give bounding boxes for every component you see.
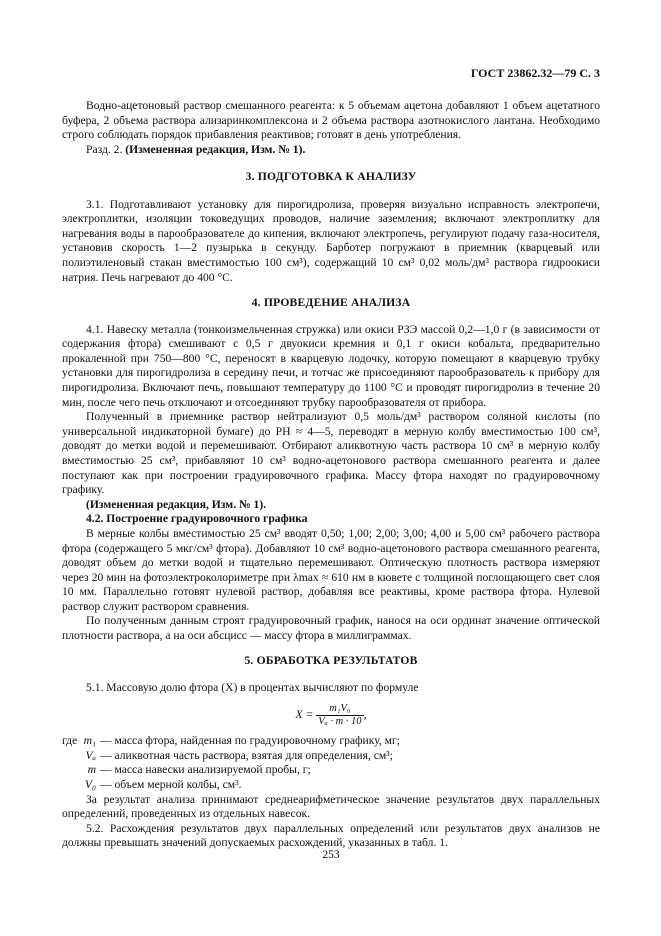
- definition-row: [62, 763, 600, 778]
- section-3-heading: 3. ПОДГОТОВКА К АНАЛИЗУ: [245, 170, 417, 183]
- section-4-paragraph-4: По полученным данным строят градуировочный график, нанося на оси ординат значение оптической плотности раствора, а на оси абсцисс — массу фтора в миллиграммах.: [62, 614, 600, 643]
- page-header: ГОСТ 23862.32—79 С. 3: [470, 66, 600, 80]
- variable-definitions: [62, 734, 600, 792]
- definition-text: — масса фтора, найденная по градуировочному графику, мг;: [100, 734, 400, 748]
- section-4-paragraph-2: Полученный в приемнике раствор нейтрализуют 0,5 моль/дм³ раствором соляной кислоты (по универсальной индикаторной бумаге) до РН ≈ 4—5, переводят в мерную колбу вместимостью 100 см³, доводят до метки водой и перемешивают. Отбирают аликвотную часть раствора 10 см³ в мерную колбу вместимостью 25 см³, прибавляют 10 см³ водно-ацетонового раствора смешанного реагента и далее поступают как при построении градуировочного графика. Массу фтора находят по градуировочному графику.: [62, 410, 600, 497]
- intro-block: [62, 99, 600, 157]
- definition-symbol: m₁: [83, 734, 96, 748]
- definition-row: [62, 734, 600, 749]
- page-number: 253: [322, 849, 340, 861]
- definition-symbol: Vₐ: [85, 748, 96, 762]
- definition-text: — аликвотная часть раствора, взятая для определения, см³;: [100, 748, 393, 762]
- section-4-heading: 4. ПРОВЕДЕНИЕ АНАЛИЗА: [251, 296, 411, 309]
- section-4: [62, 296, 600, 644]
- section-3-paragraph: 3.1. Подготавливают установку для пирогидролиза, проверяя визуально исправность электропечи, электроплитки, изоляции токоведущих проводов, наличие заземления; включают электроплитку для нагревания воды в парообразователе до кипения, включают электропечь, регулируют подачу газа-носителя, установив скорость 1—2 пузырька в секунду. Барботер погружают в приемник (кварцевый или полиэтиленовый стакан вместимостью 100 см³), содержащий 10 см³ 0,02 моль/дм³ раствора гидроокиси натрия. Печь нагревают до 400 °С.: [62, 197, 600, 284]
- definition-where: где: [62, 734, 78, 748]
- formula-lhs: X =: [295, 708, 314, 722]
- section-5-paragraph-3: 5.2. Расхождения результатов двух параллельных определений или результатов двух анализов не должны превышать значений допускаемых расхождений, указанных в табл. 1.: [62, 821, 600, 850]
- definition-row: [62, 749, 600, 764]
- definition-text: — масса навески анализируемой пробы, г;: [100, 763, 311, 777]
- formula-fraction: [316, 703, 363, 728]
- section-5-paragraph-2: За результат анализа принимают среднеарифметическое значение результатов двух параллельных определений, проведенных из отдельных навесок.: [62, 792, 600, 821]
- formula-denominator: Vₐ · m · 10: [318, 716, 362, 728]
- formula-numerator: m₁V₀: [316, 703, 363, 716]
- section-5: [62, 654, 600, 851]
- definition-symbol: V₀: [84, 777, 96, 791]
- intro-amendment: Разд. 2. (Измененная редакция, Изм. № 1).: [86, 142, 306, 156]
- formula-tail: ,: [363, 708, 367, 722]
- section-4-amendment: (Измененная редакция, Изм. № 1).: [86, 497, 267, 511]
- section-5-heading: 5. ОБРАБОТКА РЕЗУЛЬТАТОВ: [244, 654, 418, 667]
- definition-row: [62, 778, 600, 793]
- intro-paragraph: Водно-ацетоновый раствор смешанного реагента: к 5 объемам ацетона добавляют 1 объем ацетатного буфера, 2 объема раствора ализаринкомплексона и 2 объема раствора азотнокислого лантана. Необходимо строго соблюдать порядок прибавления реактивов; готовят в день употребления.: [62, 99, 600, 142]
- definition-text: — объем мерной колбы, см³.: [100, 777, 242, 791]
- formula: [62, 703, 600, 728]
- section-5-paragraph-1: 5.1. Массовую долю фтора (X) в процентах вычисляют по формуле: [86, 680, 419, 694]
- section-3: [62, 170, 600, 285]
- section-4-paragraph-1: 4.1. Навеску металла (тонкоизмельченная стружка) или окиси РЗЭ массой 0,2—1,0 г (в зависимости от содержания фтора) смешивают с 0,5 г двуокиси кремния и 0,1 г окиси кобальта, предварительно прокаленной при 750—800 °С, переносят в кварцевую лодочку, которую помещают в кварцевую трубку установки для пирогидролиза в середину печи, и тотчас же присоединяют парообразователь к прибору для пирогидролиза. Включают печь, повышают температуру до 1100 °С и проводят пирогидролиз в течение 20 мин, после чего печь отключают и отсоединяют трубку парообразователя от прибора.: [62, 322, 600, 409]
- definition-symbol: m: [87, 763, 96, 777]
- section-4-2-heading: 4.2. Построение градуировочного графика: [86, 512, 308, 526]
- section-4-paragraph-3: В мерные колбы вместимостью 25 см³ вводят 0,50; 1,00; 2,00; 3,00; 4,00 и 5,00 см³ рабочего раствора фтора (содержащего 5 мкг/см³ фтора). Добавляют 10 см³ водно-ацетонового раствора смешанного реагента, доводят объем до метки водой и тщательно перемешивают. Оптическую плотность раствора измеряют через 20 мин на фотоэлектроколориметре при λmax ≈ 610 нм в кювете с толщиной поглощающего свет слоя 10 мм. Параллельно готовят нулевой раствор, добавляя все реактивы, кроме раствора фтора. Нулевой раствор служит раствором сравнения.: [62, 526, 600, 613]
